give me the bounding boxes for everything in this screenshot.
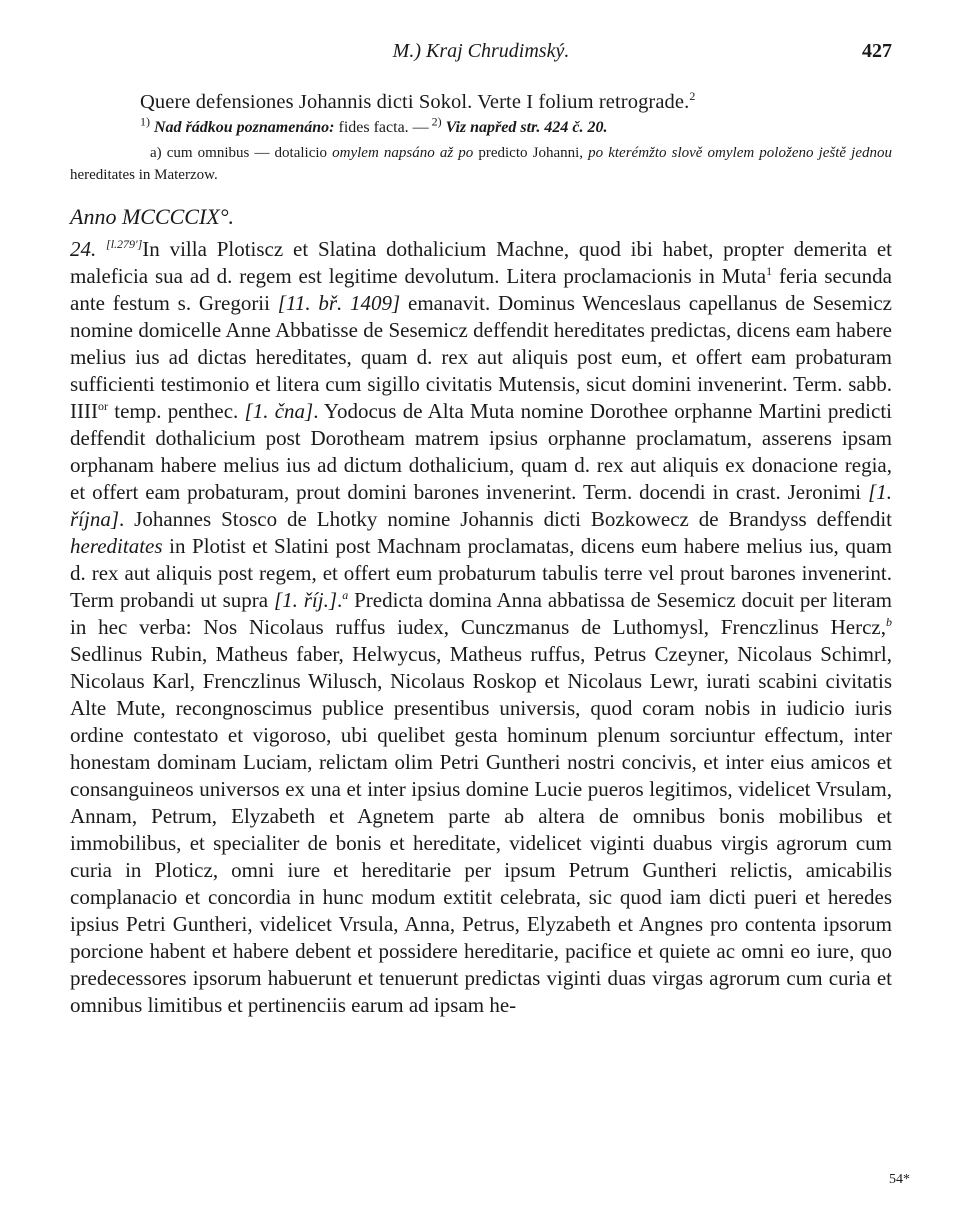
footnotes [140,116,892,140]
date-note: [11. bř. 1409] [277,291,401,315]
footnote-1-mark: 1) [140,114,150,129]
main-text [70,236,892,1019]
text-seg: . [337,588,343,612]
variant-note-part2: omylem napsáno až po [332,145,474,161]
date-note: [1. října] [70,480,892,531]
entry-number: 24. [70,237,97,261]
variant-note-part4: po kterémžto slově omylem položeno ještě jednou [588,145,892,161]
footnote-1-text: fides facta. — [334,119,429,136]
date-note: [1. říj.] [273,588,337,612]
running-title: M.) Kraj Chrudimský. [392,40,570,62]
variant-note-part1: a) cum omnibus — dotalicio [150,145,333,161]
variant-note [70,142,892,186]
text-seg: temp. penthec. [107,399,245,423]
text-seg: emanavit. Dominus Wenceslaus capellanus de Sesemicz nomine domicelle Anne Abbatisse de Sesemicz deffendit hereditates predictas, dicens eam habere melius ius ad dictas hereditates, quam d. rex aut aliquis post eum, et offert eam probaturam sufficienti testimonio et litera cum sigillo civitatis Mutensis, sicut domini invenerint. Term. sabb. IIII [70,291,892,423]
footnote-2-text: Viz napřed str. 424 č. 20. [441,119,608,136]
text-seg: . Yodocus de Alta Muta nomine Dorothee orphanne Martini predicti deffendit dothalicium post Dorotheam matrem ipsius orphanne proclamatum, asserens ipsam orphanam habere melius ius ad dictum dothalicium, quam d. rex aut aliquis ex donacione regia, et offert eam probaturam, prout domini barones invenerint. Term. docendi in crast. Jeronimi [70,399,893,504]
page-header [70,40,892,80]
footnote-ref: 1 [766,264,773,278]
variant-ref-a: a [342,588,349,602]
variant-note-part3: predicto Johanni, [473,145,589,161]
continuation-line [140,88,892,116]
year-heading: Anno MCCCCIX°. [70,204,235,229]
text-seg: Sedlinus Rubin, Matheus faber, Helwycus, Matheus ruffus, Petrus Czeyner, Nicolaus Schimrl, Nicolaus Karl, Frenczlinus Wilusch, Nicolaus Roskop et Nicolaus Lewr, iurati scabini civitatis Alte Mute, recongnoscimus publice presentibus universis, quod coram nobis in iudicio iuris ordine contestato et vigoroso, ubi quelibet gesta hominum plenum sorciuntur effectum, inter honestam dominam Luciam, relictam olim Petri Guntheri nostri concivis, et inter eius amicos et consanguineos universos ex una et inter ipsius domine Lucie pueros legitimos, videlicet Vrsulam, Annam, Petrum, Elyzabeth et Agnetem parte ab altera de omnibus bonis mobilibus et immobilibus, et specialiter de bonis et hereditate, videlicet viginti duabus virgis agrorum cum curia in Ploticz, omni iure et hereditarie per ipsum Petrum Guntheri relictis, amicabilis complanacio et concordia in hunc modum extitit celebrata, sic quod iam dicti pueri et heredes ipsius Petri Guntheri, videlicet Vrsula, Anna, Petrus, Elyzabeth et Angnes pro contenta ipsorum porcione habent et habere debent et possidere hereditarie, pacifice et quiete ac omni eo iure, quo predecessores ipsorum habuerunt et tenuerunt predictas viginti duas virgas agrorum cum curia et omnibus limitibus et pertinenciis earum ad ipsam he- [70,642,892,1017]
text-seg: in Plotist et Slatini post Machnam proclamatas, dicens eum habere melius ius, quam d. rex aut aliquis post regem, et offert eum probaturum tabulis terre vel prout barones invenerint. Term probandi ut supra [70,534,892,612]
date-note: [1. čna] [244,399,314,423]
text-seg: . Johannes Stosco de Lhotky nomine Johannis dicti Bozkowecz de Brandyss deffendit [119,507,892,531]
continuation-text: Quere defensiones Johannis dicti Sokol. Verte I folium retrograde. [140,91,690,113]
footnote-1-italic: Nad řádkou poznamenáno: [154,119,335,136]
document-page [70,40,892,1019]
footnote-2-mark: 2) [428,114,442,129]
variant-ref-b: b [886,615,892,629]
emphasized-word: hereditates [70,534,163,558]
page-number: 427 [862,40,892,62]
folio-mark: [l.279'] [106,237,143,251]
text-seg: Predicta domina Anna abbatissa de Sesemicz docuit per literam in hec verba: Nos Nicolaus ruffus iudex, Cunczmanus de Luthomysl, Frenczlinus Hercz, [70,588,893,639]
signature-mark: 54* [889,1172,910,1187]
variant-note-part5: hereditates in Materzow. [70,167,218,183]
footnote-ref: 2 [689,89,696,104]
text-seg: In villa Plotiscz et Slatina dothalicium Machne, quod ibi habet, propter demerita et maleficia sua ad d. regem est legitime devolutum. Litera proclamacionis in Muta [70,237,892,288]
ordinal-sup: or [97,399,108,413]
text-seg: feria secunda ante festum s. Gregorii [70,264,892,315]
